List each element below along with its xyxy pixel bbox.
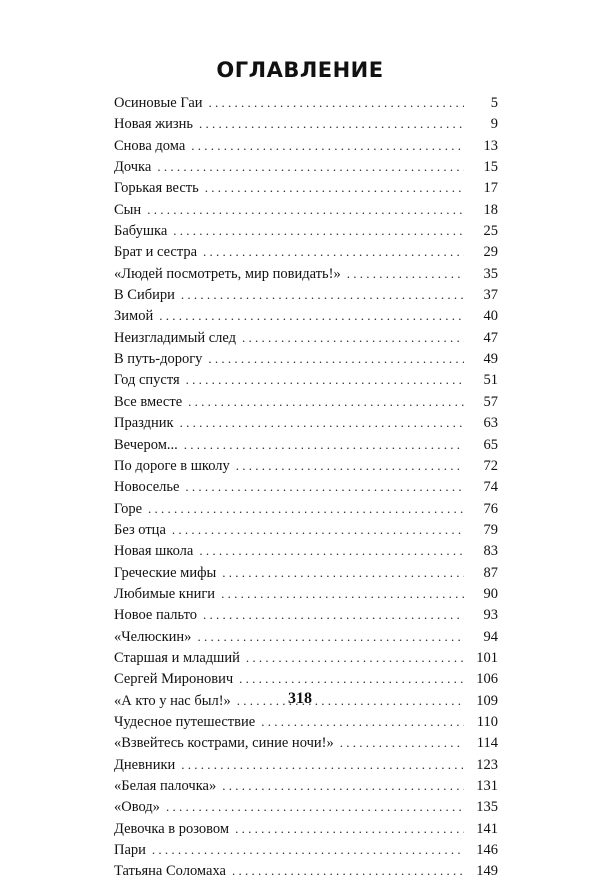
toc-entry [114,540,498,561]
dot-leader [246,647,464,668]
toc-entry-title: Дочка [114,159,152,176]
dot-leader [203,241,464,262]
dot-leader [197,626,464,647]
toc-entry [114,732,498,753]
dot-leader [188,391,464,412]
toc-entry [114,455,498,476]
toc-entry-title: Пари [114,842,146,859]
toc-entry-page: 83 [483,543,498,560]
dot-leader [166,796,464,817]
table-of-contents [114,92,498,882]
dot-leader [347,263,464,284]
toc-entry [114,305,498,326]
toc-entry [114,92,498,113]
toc-entry-title: «Взвейтесь кострами, синие ночи!» [114,735,334,752]
toc-entry [114,327,498,348]
toc-entry-title: Новая школа [114,543,194,560]
toc-entry-title: «Белая палочка» [114,778,217,794]
toc-entry-title: Новое пальто [114,607,197,624]
toc-entry-page: 114 [476,735,498,752]
toc-entry [114,839,498,860]
toc-entry [114,263,498,284]
dot-leader [173,220,464,241]
toc-entry-page: 15 [483,159,498,176]
toc-entry-title: Девочка в розовом [114,820,230,837]
toc-entry-page: 106 [476,671,498,688]
toc-entry [114,113,498,134]
toc-entry-title: Горе [114,500,143,517]
toc-entry-page: 76 [483,500,498,517]
dot-leader [186,369,464,390]
toc-entry [114,156,498,177]
toc-entry-title: Брат и сестра [114,244,198,261]
dot-leader [222,562,464,583]
toc-entry [114,199,498,220]
toc-entry [114,562,498,583]
toc-entry-title: В Сибири [114,287,175,304]
toc-entry-page: 9 [490,116,498,133]
toc-entry-page: 146 [476,842,498,859]
toc-entry-page: 101 [476,649,498,666]
toc-entry [114,519,498,540]
dot-leader [232,860,464,881]
toc-entry-page: 37 [483,287,498,304]
toc-entry-title: Любимые книги [114,585,216,602]
dot-leader [181,754,464,775]
toc-entry-title: Осиновые Гаи [114,95,203,111]
toc-entry [114,626,498,647]
dot-leader [239,668,464,689]
toc-entry-title: Дневники [114,756,176,773]
toc-entry [114,711,498,732]
toc-entry-title: Бабушка [114,223,168,240]
toc-entry-title: Праздник [114,415,174,432]
toc-entry-page: 25 [483,223,498,240]
toc-entry-page: 141 [476,820,498,837]
toc-entry [114,369,498,390]
toc-entry-title: Новая жизнь [114,116,193,133]
dot-leader [208,348,464,369]
toc-entry-title: «Челюскин» [114,628,192,645]
toc-entry-page: 90 [483,585,498,602]
toc-entry [114,860,498,881]
toc-entry [114,583,498,604]
toc-entry-title: Вечером... [114,436,178,453]
toc-entry-page: 87 [483,564,498,581]
toc-entry-page: 63 [483,415,498,432]
toc-entry-page: 131 [476,778,498,794]
toc-entry-title: Неизгладимый след [114,329,237,346]
toc-entry [114,412,498,433]
dot-leader [157,156,464,177]
toc-entry-title: Сын [114,201,142,218]
toc-entry-title: «А кто у нас был!» [114,692,231,709]
toc-entry-page: 29 [483,244,498,261]
dot-leader [203,604,464,625]
toc-entry-title: Горькая весть [114,180,199,197]
toc-entry [114,434,498,455]
dot-leader [159,305,464,326]
page-number: 318 [288,690,312,707]
toc-entry-page: 5 [490,95,498,111]
toc-entry-page: 17 [483,180,498,197]
toc-entry [114,391,498,412]
toc-entry-page: 40 [483,308,498,325]
dot-leader [199,540,464,561]
dot-leader [261,711,464,732]
dot-leader [222,775,464,796]
toc-entry-title: Чудесное путешествие [114,713,256,730]
dot-leader [184,434,464,455]
dot-leader [199,113,464,134]
dot-leader [235,818,464,839]
toc-entry [114,220,498,241]
dot-leader [180,412,464,433]
toc-entry-title: Греческие мифы [114,564,217,581]
toc-entry-page: 135 [476,799,498,816]
toc-entry-title: Татьяна Соломаха [114,863,226,880]
toc-entry-title: Сергей Миронович [114,671,234,688]
toc-entry-title: Снова дома [114,137,186,154]
toc-entry-title: По дороге в школу [114,457,230,474]
dot-leader [172,519,464,540]
toc-entry [114,284,498,305]
toc-entry-page: 13 [483,137,498,154]
toc-entry-page: 18 [483,201,498,218]
dot-leader [191,135,464,156]
toc-entry-page: 47 [483,329,498,346]
toc-entry-page: 57 [483,393,498,410]
dot-leader [147,199,464,220]
toc-entry-title: Все вместе [114,393,183,410]
toc-entry [114,668,498,689]
toc-entry-page: 49 [483,351,498,368]
toc-entry-page: 149 [476,863,498,880]
dot-leader [181,284,464,305]
toc-entry-page: 74 [483,479,498,496]
toc-entry-title: «Овод» [114,799,160,816]
toc-entry [114,604,498,625]
dot-leader [236,455,464,476]
toc-entry [114,241,498,262]
toc-entry-page: 35 [483,265,498,282]
toc-entry-page: 65 [483,436,498,453]
dot-leader [221,583,464,604]
toc-entry-page: 51 [483,372,498,389]
toc-entry [114,348,498,369]
toc-entry [114,796,498,817]
toc-entry-page: 110 [476,713,498,730]
dot-leader [152,839,464,860]
toc-entry-title: «Людей посмотреть, мир повидать!» [114,265,341,282]
toc-entry-title: Год спустя [114,372,180,389]
dot-leader [340,732,464,753]
toc-entry-page: 94 [483,628,498,645]
toc-entry-page: 93 [483,607,498,624]
toc-entry [114,775,498,796]
toc-entry [114,647,498,668]
toc-entry [114,498,498,519]
dot-leader [242,327,464,348]
toc-entry-page: 123 [476,756,498,773]
toc-entry-page: 109 [476,692,498,709]
toc-entry-title: Без отца [114,521,166,538]
toc-entry-page: 79 [483,521,498,538]
toc-entry [114,135,498,156]
page-title: ОГЛАВЛЕНИЕ [216,58,384,82]
dot-leader [148,498,464,519]
toc-entry [114,754,498,775]
toc-entry [114,476,498,497]
dot-leader [185,476,464,497]
toc-entry-title: Зимой [114,308,154,325]
toc-entry [114,818,498,839]
dot-leader [205,177,464,198]
toc-entry-title: Старшая и младший [114,649,240,666]
toc-entry-page: 72 [483,457,498,474]
toc-entry-title: В путь-дорогу [114,351,203,368]
toc-entry [114,177,498,198]
toc-entry-title: Новоселье [114,479,180,496]
dot-leader [209,92,464,113]
